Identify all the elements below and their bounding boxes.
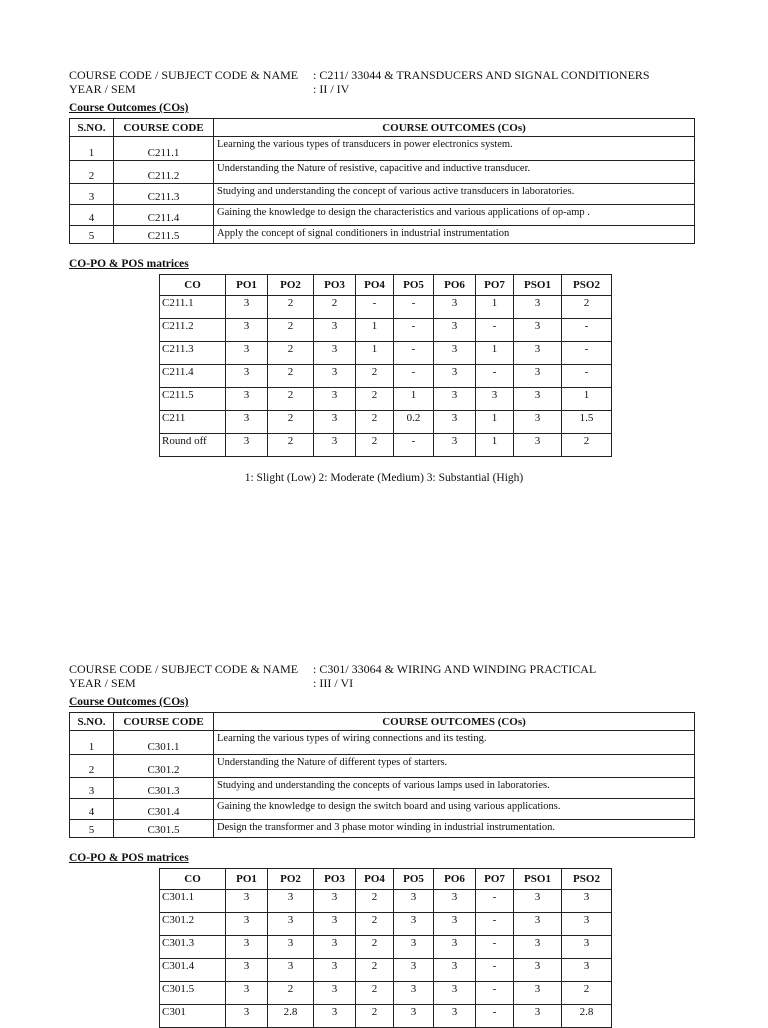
matrix-cell: 3 (514, 1005, 562, 1028)
co-outcome: Understanding the Nature of resistive, capacitive and inductive transducer. (214, 161, 695, 184)
matrix-cell: 3 (226, 365, 268, 388)
matrix-cell: 2 (356, 365, 394, 388)
matrix-cell: 2.8 (562, 1005, 612, 1028)
matrix-cell: 1 (476, 434, 514, 457)
matrix-cell: 3 (268, 959, 314, 982)
co-sno: 1 (70, 731, 114, 755)
matrix-header-po6: PO6 (434, 869, 476, 890)
course-outcomes-table (69, 118, 695, 244)
table-row (160, 319, 612, 342)
matrix-cell: C301.5 (160, 982, 226, 1005)
matrix-cell: 3 (226, 913, 268, 936)
matrix-cell: 1 (356, 342, 394, 365)
co-code: C211.2 (114, 161, 214, 184)
matrix-cell: 3 (226, 959, 268, 982)
matrix-cell: 3 (434, 936, 476, 959)
matrix-cell: 3 (394, 1005, 434, 1028)
matrix-cell: 1 (476, 342, 514, 365)
matrix-cell: - (476, 959, 514, 982)
matrix-cell: 2 (562, 434, 612, 457)
matrix-cell: 2 (268, 982, 314, 1005)
course-section-c211 (69, 68, 699, 484)
matrix-cell: C211.1 (160, 296, 226, 319)
co-code: C211.1 (114, 137, 214, 161)
matrix-cell: 3 (314, 434, 356, 457)
matrix-cell: 3 (434, 411, 476, 434)
matrix-header-po2: PO2 (268, 275, 314, 296)
matrix-cell: 2 (356, 890, 394, 913)
co-po-matrix-table (159, 868, 612, 1028)
matrix-cell: 3 (434, 296, 476, 319)
year-sem-label: YEAR / SEM (69, 676, 136, 690)
co-code: C301.2 (114, 755, 214, 778)
matrix-cell: - (476, 913, 514, 936)
co-header-sno: S.NO. (70, 713, 114, 731)
matrix-header-po3: PO3 (314, 869, 356, 890)
matrix-cell: 3 (394, 959, 434, 982)
co-sno: 1 (70, 137, 114, 161)
matrix-cell: 3 (514, 388, 562, 411)
matrix-cell: 2 (268, 365, 314, 388)
matrix-header-pso1: PSO1 (514, 275, 562, 296)
matrix-cell: 1 (476, 411, 514, 434)
matrix-header-po6: PO6 (434, 275, 476, 296)
table-row (160, 342, 612, 365)
table-row (160, 1005, 612, 1028)
matrix-cell: 2 (356, 913, 394, 936)
matrix-cell: - (476, 890, 514, 913)
course-outcomes-title: Course Outcomes (COs) (69, 696, 189, 708)
matrix-cell: 3 (314, 936, 356, 959)
co-outcome: Apply the concept of signal conditioners in industrial instrumentation (214, 226, 695, 244)
matrix-cell: C211.5 (160, 388, 226, 411)
co-header-sno: S.NO. (70, 119, 114, 137)
matrix-cell: 3 (394, 936, 434, 959)
year-sem-line (69, 676, 699, 690)
matrix-cell: 2.8 (268, 1005, 314, 1028)
co-outcome: Studying and understanding the concepts of various lamps used in laboratories. (214, 778, 695, 799)
matrix-cell: 2 (268, 319, 314, 342)
co-sno: 3 (70, 778, 114, 799)
matrix-cell: 3 (562, 959, 612, 982)
co-po-matrix-table (159, 274, 612, 457)
year-sem-label: YEAR / SEM (69, 82, 136, 96)
matrix-cell: 2 (356, 411, 394, 434)
matrix-cell: C301.1 (160, 890, 226, 913)
matrix-cell: 3 (434, 1005, 476, 1028)
matrix-cell: 3 (314, 1005, 356, 1028)
matrix-header-po4: PO4 (356, 275, 394, 296)
matrix-cell: C211.4 (160, 365, 226, 388)
matrix-cell: 3 (314, 319, 356, 342)
matrix-header-po7: PO7 (476, 869, 514, 890)
table-row (70, 137, 695, 161)
matrix-cell: - (562, 365, 612, 388)
matrix-cell: 3 (434, 319, 476, 342)
matrix-cell: 1 (562, 388, 612, 411)
co-outcome: Gaining the knowledge to design the characteristics and various applications of op-amp . (214, 205, 695, 226)
course-code-line (69, 662, 699, 676)
matrix-cell: - (476, 365, 514, 388)
course-code-label: COURSE CODE / SUBJECT CODE & NAME (69, 662, 299, 676)
matrix-cell: 3 (268, 913, 314, 936)
matrix-cell: 1 (476, 296, 514, 319)
co-code: C301.3 (114, 778, 214, 799)
course-code-value: : C301/ 33064 & WIRING AND WINDING PRACTICAL (313, 662, 597, 676)
matrix-cell: 2 (268, 388, 314, 411)
table-row (70, 799, 695, 820)
co-outcome: Studying and understanding the concept of various active transducers in laboratories. (214, 184, 695, 205)
table-row (160, 913, 612, 936)
matrix-header-pso2: PSO2 (562, 275, 612, 296)
matrix-cell: 1 (394, 388, 434, 411)
matrix-cell: 3 (514, 342, 562, 365)
co-outcome: Learning the various types of transducers in power electronics system. (214, 137, 695, 161)
table-row (160, 959, 612, 982)
table-row (70, 755, 695, 778)
matrix-header-po1: PO1 (226, 869, 268, 890)
matrix-cell: 2 (356, 959, 394, 982)
matrix-cell: 3 (434, 959, 476, 982)
matrix-cell: 2 (268, 434, 314, 457)
table-row (70, 161, 695, 184)
matrix-cell: 2 (356, 936, 394, 959)
matrix-cell: 3 (226, 319, 268, 342)
matrix-cell: Round off (160, 434, 226, 457)
matrix-header-po3: PO3 (314, 275, 356, 296)
co-code: C301.5 (114, 820, 214, 838)
table-row (160, 365, 612, 388)
matrix-cell: 3 (434, 890, 476, 913)
matrix-cell: - (356, 296, 394, 319)
matrix-cell: 2 (268, 411, 314, 434)
year-sem-value: : II / IV (313, 82, 350, 96)
matrix-cell: 3 (434, 982, 476, 1005)
table-row (160, 388, 612, 411)
matrix-cell: 3 (514, 959, 562, 982)
matrix-cell: 3 (514, 319, 562, 342)
matrix-cell: 3 (562, 913, 612, 936)
co-sno: 4 (70, 799, 114, 820)
matrix-cell: 3 (514, 936, 562, 959)
matrix-cell: - (394, 365, 434, 388)
matrix-header-po5: PO5 (394, 869, 434, 890)
matrix-header-co: CO (160, 869, 226, 890)
matrix-header-row (160, 869, 612, 890)
co-header-course-code: COURSE CODE (114, 119, 214, 137)
matrix-cell: C211.3 (160, 342, 226, 365)
matrix-cell: 3 (514, 890, 562, 913)
rating-legend: 1: Slight (Low) 2: Moderate (Medium) 3: Substantial (High) (244, 472, 524, 484)
matrix-cell: 3 (226, 936, 268, 959)
table-row (160, 936, 612, 959)
course-code-value: : C211/ 33044 & TRANSDUCERS AND SIGNAL CONDITIONERS (313, 68, 650, 82)
co-outcome: Gaining the knowledge to design the switch board and using various applications. (214, 799, 695, 820)
co-sno: 5 (70, 226, 114, 244)
co-code: C211.3 (114, 184, 214, 205)
co-sno: 2 (70, 755, 114, 778)
matrix-header-po5: PO5 (394, 275, 434, 296)
matrix-cell: C301.4 (160, 959, 226, 982)
matrix-cell: 3 (514, 365, 562, 388)
matrix-header-po1: PO1 (226, 275, 268, 296)
matrix-cell: - (476, 1005, 514, 1028)
matrix-cell: 2 (356, 434, 394, 457)
matrix-header-po7: PO7 (476, 275, 514, 296)
course-code-line (69, 68, 699, 82)
co-po-matrix-title: CO-PO & POS matrices (69, 852, 189, 864)
matrix-cell: 3 (562, 936, 612, 959)
matrix-cell: 2 (268, 296, 314, 319)
co-code: C301.1 (114, 731, 214, 755)
matrix-cell: 3 (314, 411, 356, 434)
matrix-cell: 3 (314, 342, 356, 365)
matrix-cell: 2 (314, 296, 356, 319)
matrix-cell: 3 (226, 1005, 268, 1028)
year-sem-value: : III / VI (313, 676, 354, 690)
matrix-cell: 3 (314, 982, 356, 1005)
table-row (160, 296, 612, 319)
matrix-cell: 3 (314, 959, 356, 982)
matrix-cell: 2 (268, 342, 314, 365)
matrix-cell: C301 (160, 1005, 226, 1028)
matrix-cell: 3 (314, 365, 356, 388)
table-row (70, 226, 695, 244)
co-code: C211.4 (114, 205, 214, 226)
matrix-cell: 3 (226, 434, 268, 457)
table-row (70, 205, 695, 226)
matrix-cell: 3 (434, 342, 476, 365)
co-sno: 4 (70, 205, 114, 226)
table-row (160, 982, 612, 1005)
matrix-cell: 2 (562, 982, 612, 1005)
matrix-cell: 1.5 (562, 411, 612, 434)
co-header-outcomes: COURSE OUTCOMES (COs) (214, 119, 695, 137)
co-header-outcomes: COURSE OUTCOMES (COs) (214, 713, 695, 731)
matrix-cell: 0.2 (394, 411, 434, 434)
matrix-cell: 2 (562, 296, 612, 319)
matrix-cell: - (476, 936, 514, 959)
matrix-cell: 2 (356, 388, 394, 411)
co-outcome: Understanding the Nature of different types of starters. (214, 755, 695, 778)
matrix-cell: C301.3 (160, 936, 226, 959)
matrix-cell: C301.2 (160, 913, 226, 936)
co-po-matrix-title: CO-PO & POS matrices (69, 258, 189, 270)
matrix-cell: - (476, 319, 514, 342)
matrix-cell: - (394, 319, 434, 342)
table-row (70, 184, 695, 205)
table-row (70, 778, 695, 799)
matrix-header-po2: PO2 (268, 869, 314, 890)
co-code: C301.4 (114, 799, 214, 820)
co-table-header-row (70, 713, 695, 731)
table-row (70, 731, 695, 755)
matrix-cell: 3 (476, 388, 514, 411)
matrix-header-co: CO (160, 275, 226, 296)
table-row (160, 890, 612, 913)
matrix-cell: 3 (314, 913, 356, 936)
matrix-cell: 3 (562, 890, 612, 913)
co-sno: 2 (70, 161, 114, 184)
matrix-cell: 3 (514, 913, 562, 936)
matrix-cell: - (562, 342, 612, 365)
co-sno: 5 (70, 820, 114, 838)
matrix-cell: 3 (514, 434, 562, 457)
matrix-cell: 3 (434, 434, 476, 457)
matrix-cell: 1 (356, 319, 394, 342)
table-row (160, 411, 612, 434)
matrix-cell: 3 (394, 913, 434, 936)
matrix-cell: 2 (356, 1005, 394, 1028)
matrix-header-row (160, 275, 612, 296)
matrix-cell: 3 (226, 388, 268, 411)
matrix-cell: - (394, 342, 434, 365)
matrix-cell: 3 (226, 296, 268, 319)
co-table-header-row (70, 119, 695, 137)
matrix-header-po4: PO4 (356, 869, 394, 890)
co-code: C211.5 (114, 226, 214, 244)
matrix-cell: 3 (226, 342, 268, 365)
matrix-header-pso1: PSO1 (514, 869, 562, 890)
matrix-cell: 3 (514, 411, 562, 434)
matrix-cell: 3 (314, 388, 356, 411)
co-outcome: Learning the various types of wiring connections and its testing. (214, 731, 695, 755)
course-code-label: COURSE CODE / SUBJECT CODE & NAME (69, 68, 299, 82)
matrix-cell: 3 (514, 982, 562, 1005)
matrix-cell: - (394, 434, 434, 457)
co-header-course-code: COURSE CODE (114, 713, 214, 731)
matrix-cell: C211.2 (160, 319, 226, 342)
table-row (70, 820, 695, 838)
table-row (160, 434, 612, 457)
matrix-cell: - (562, 319, 612, 342)
matrix-cell: - (476, 982, 514, 1005)
matrix-cell: 3 (394, 982, 434, 1005)
matrix-cell: 3 (226, 890, 268, 913)
matrix-cell: - (394, 296, 434, 319)
matrix-cell: 3 (268, 890, 314, 913)
matrix-cell: 3 (268, 936, 314, 959)
co-sno: 3 (70, 184, 114, 205)
matrix-header-pso2: PSO2 (562, 869, 612, 890)
matrix-cell: 3 (434, 365, 476, 388)
matrix-cell: 3 (394, 890, 434, 913)
matrix-cell: 3 (226, 982, 268, 1005)
matrix-cell: 3 (226, 411, 268, 434)
matrix-cell: 3 (434, 388, 476, 411)
matrix-cell: C211 (160, 411, 226, 434)
year-sem-line (69, 82, 699, 96)
course-outcomes-title: Course Outcomes (COs) (69, 102, 189, 114)
course-section-c301 (69, 662, 699, 1028)
matrix-cell: 2 (356, 982, 394, 1005)
matrix-cell: 3 (314, 890, 356, 913)
co-outcome: Design the transformer and 3 phase motor winding in industrial instrumentation. (214, 820, 695, 838)
matrix-cell: 3 (434, 913, 476, 936)
matrix-cell: 3 (514, 296, 562, 319)
course-outcomes-table (69, 712, 695, 838)
